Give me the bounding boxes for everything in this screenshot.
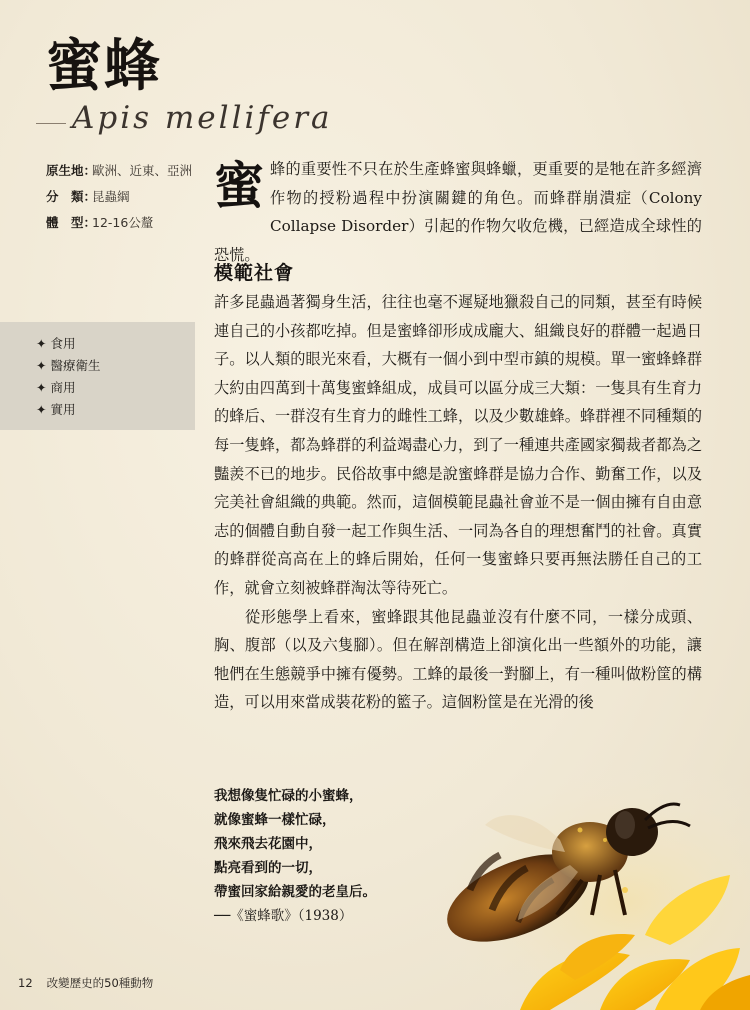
poem-line: 點亮看到的一切， bbox=[214, 860, 322, 876]
origin-label: 原生地： bbox=[46, 163, 97, 178]
origin-row bbox=[46, 158, 192, 184]
star-icon: ✦ bbox=[36, 358, 47, 373]
poem-line: 飛來飛去花園中， bbox=[214, 836, 322, 852]
star-icon: ✦ bbox=[36, 402, 47, 417]
page-footer bbox=[18, 975, 153, 991]
class-label: 分 類： bbox=[46, 189, 97, 204]
poem-line: 我想像隻忙碌的小蜜蜂， bbox=[214, 788, 363, 804]
category-item bbox=[36, 355, 101, 377]
category-item bbox=[36, 399, 101, 421]
category-box bbox=[0, 322, 195, 430]
species-info bbox=[46, 158, 192, 236]
book-title: 改變歷史的50種動物 bbox=[46, 976, 154, 990]
category-label: 商用 bbox=[50, 380, 76, 395]
poem-quote bbox=[214, 784, 376, 928]
star-icon: ✦ bbox=[36, 336, 47, 351]
bee-on-flower-image bbox=[400, 770, 750, 1010]
class-row bbox=[46, 184, 192, 210]
origin-value: 歐洲、近東、亞洲 bbox=[92, 163, 193, 178]
class-value: 昆蟲綱 bbox=[92, 189, 130, 204]
size-label: 體 型： bbox=[46, 215, 97, 230]
poem-line: 就像蜜蜂一樣忙碌， bbox=[214, 812, 336, 828]
category-item bbox=[36, 333, 101, 355]
latin-name: Apis mellifera bbox=[72, 100, 333, 136]
body-paragraph: 從形態學上看來，蜜蜂跟其他昆蟲並沒有什麼不同，一樣分成頭、胸、腹部（以及六隻腳）。但在解剖構造上卻演化出一些額外的功能，讓牠們在生態競爭中擁有優勢。工蜂的最後一對腳上，有一種叫做粉筐的構造，可以用來當成裝花粉的籃子。這個粉筐是在光滑的後 bbox=[214, 607, 702, 712]
section-body bbox=[214, 288, 702, 717]
star-icon: ✦ bbox=[36, 380, 47, 395]
intro-paragraph bbox=[214, 155, 702, 269]
category-item bbox=[36, 377, 101, 399]
size-value: 12-16公釐 bbox=[92, 215, 154, 230]
category-label: 醫療衛生 bbox=[50, 358, 101, 373]
latin-name-dash bbox=[36, 123, 66, 124]
section-heading: 模範社會 bbox=[214, 262, 295, 284]
poem-line: 帶蜜回家給親愛的老皇后。 bbox=[214, 884, 376, 900]
intro-text: 蜂的重要性不只在於生產蜂蜜與蜂蠟，更重要的是牠在許多經濟作物的授粉過程中扮演關鍵的角色。而蜂群崩潰症（Colony Collapse Disorder）引起的作物欠收危機，已經造成全球性的恐慌。 bbox=[214, 160, 702, 264]
body-paragraph: 許多昆蟲過著獨身生活，往往也毫不遲疑地獵殺自己的同類，甚至有時候連自己的小孩都吃掉。但是蜜蜂卻形成成龐大、組織良好的群體一起過日子。以人類的眼光來看，大概有一個小到中型市鎮的規模。單一蜜蜂蜂群大約由四萬到十萬隻蜜蜂組成，成員可以區分成三大類：一隻具有生育力的蜂后、一群沒有生育力的雌性工蜂，以及少數雄蜂。蜂群裡不同種類的每一隻蜂，都為蜂群的利益竭盡心力，到了一種連共產國家獨裁者都為之豔羨不已的地步。民俗故事中總是說蜜蜂群是協力合作、勤奮工作，以及完美社會組織的典範。然而，這個模範昆蟲社會並不是一個由擁有自由意志的個體自動自發一起工作與生活、一同為各自的理想奮鬥的社會。真實的蜂群從高高在上的蜂后開始，任何一隻蜜蜂只要再無法勝任自己的工作，就會立刻被蜂群淘汰等待死亡。 bbox=[214, 293, 702, 597]
drop-cap: 蜜 bbox=[214, 156, 264, 215]
size-row bbox=[46, 210, 192, 236]
page-title: 蜜蜂 bbox=[46, 33, 162, 99]
page-number: 12 bbox=[18, 976, 33, 990]
category-label: 食用 bbox=[50, 336, 76, 351]
poem-citation: ──《蜜蜂歌》（1938） bbox=[214, 908, 353, 924]
category-label: 實用 bbox=[50, 402, 76, 417]
category-list bbox=[36, 333, 101, 421]
